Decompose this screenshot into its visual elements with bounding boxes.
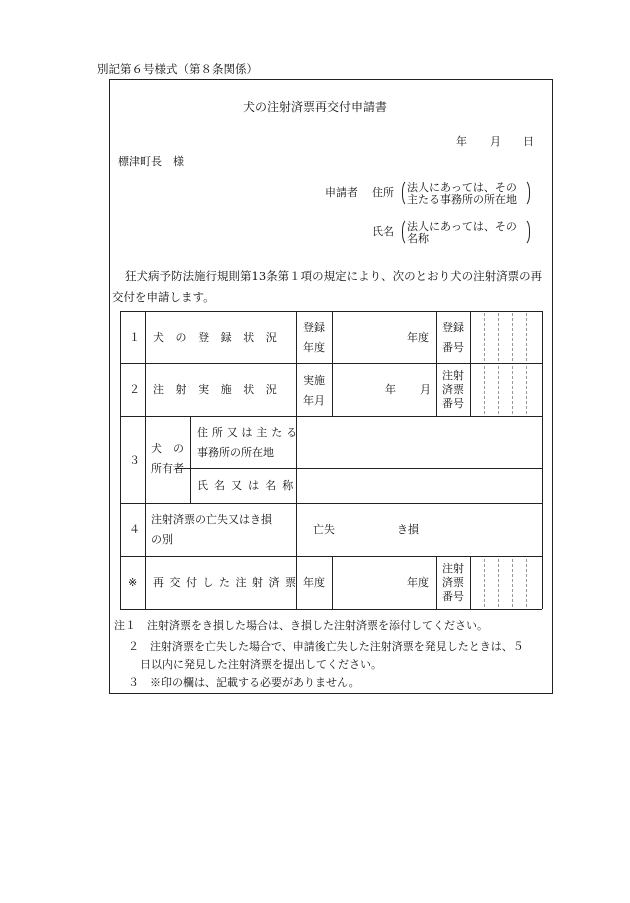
row4-number: ４ (129, 523, 140, 536)
address-note-line1: 法人にあっては、その (407, 181, 517, 194)
applicant-label: 申請者 (325, 186, 358, 199)
row2-tag2: 済票 (442, 383, 464, 396)
row1-number: １ (129, 331, 140, 344)
row1-fiscal-year: 年度 (407, 331, 429, 344)
row5-label: 再交付した注射済票 (153, 576, 302, 589)
note-3: ３ ※印の欄は、記載する必要がありません。 (128, 676, 360, 689)
lost-option: 亡失 (313, 523, 335, 536)
name-note-line2: 名称 (407, 232, 429, 245)
row2-sub1: 実施 (303, 374, 325, 387)
addressee: 標津町長 様 (118, 155, 184, 168)
owner-label-2: 所有者 (151, 462, 184, 475)
note-2-continued: 日以内に発見した注射済票を提出してください。 (140, 658, 382, 671)
row5-sub: 年度 (303, 576, 325, 589)
row2-label: 注射実施状況 (153, 383, 289, 396)
request-statement (112, 266, 552, 308)
statement-line1: 狂犬病予防法施行規則第13条第１項の規定により、次のとおり犬の注射済票の再 (125, 269, 543, 283)
row2-month: 月 (420, 383, 431, 396)
row5-fiscal-year: 年度 (407, 576, 429, 589)
row5-mark: ※ (128, 576, 138, 589)
form-title: 犬の注射済票再交付申請書 (242, 100, 387, 114)
row2-number: ２ (129, 383, 140, 396)
owner-label-1: 犬 の (151, 442, 184, 455)
row1-sub2: 年度 (303, 341, 325, 354)
row2-tag1: 注射 (442, 369, 464, 382)
row1-tag1: 登録 (442, 321, 464, 334)
row4-label-2: の別 (151, 533, 173, 546)
row2-sub2: 年月 (303, 394, 325, 407)
application-table (120, 311, 542, 609)
row1-tag2: 番号 (442, 341, 464, 354)
address-label: 住所 (372, 186, 394, 199)
name-label: 氏名 (372, 225, 394, 238)
owner-address-label-2: 事務所の所在地 (197, 446, 274, 459)
row5-tag1: 注射 (442, 562, 464, 575)
row2-year: 年 (385, 383, 396, 396)
address-note-line2: 主たる事務所の所在地 (407, 193, 517, 206)
name-note-line1: 法人にあっては、その (407, 220, 517, 233)
row3-number: ３ (129, 454, 140, 467)
row1-sub1: 登録 (303, 321, 325, 334)
row5-tag2: 済票 (442, 576, 464, 589)
row2-tag3: 番号 (442, 397, 464, 410)
date-year-label: 年 (456, 135, 467, 148)
form-caption: 別記第６号様式（第８条関係） (97, 62, 258, 76)
row4-label-1: 注射済票の亡失又はき損 (151, 513, 272, 526)
damaged-option: き損 (397, 523, 419, 536)
note-2: ２ 注射済票を亡失した場合で、申請後亡失した注射済票を発見したときは、５ (128, 640, 524, 653)
owner-address-label-1: 住所又は主たる (197, 426, 301, 439)
row5-tag3: 番号 (442, 590, 464, 603)
date-day-label: 日 (523, 135, 534, 148)
row1-label: 犬の登録状況 (153, 331, 289, 344)
owner-name-label: 氏名又は名称 (197, 479, 300, 492)
note-1: 注１ 注射済票をき損した場合は、き損した注射済票を添付してください。 (114, 619, 488, 632)
date-month-label: 月 (490, 135, 501, 148)
statement-line2: 交付を申請します。 (112, 290, 215, 304)
